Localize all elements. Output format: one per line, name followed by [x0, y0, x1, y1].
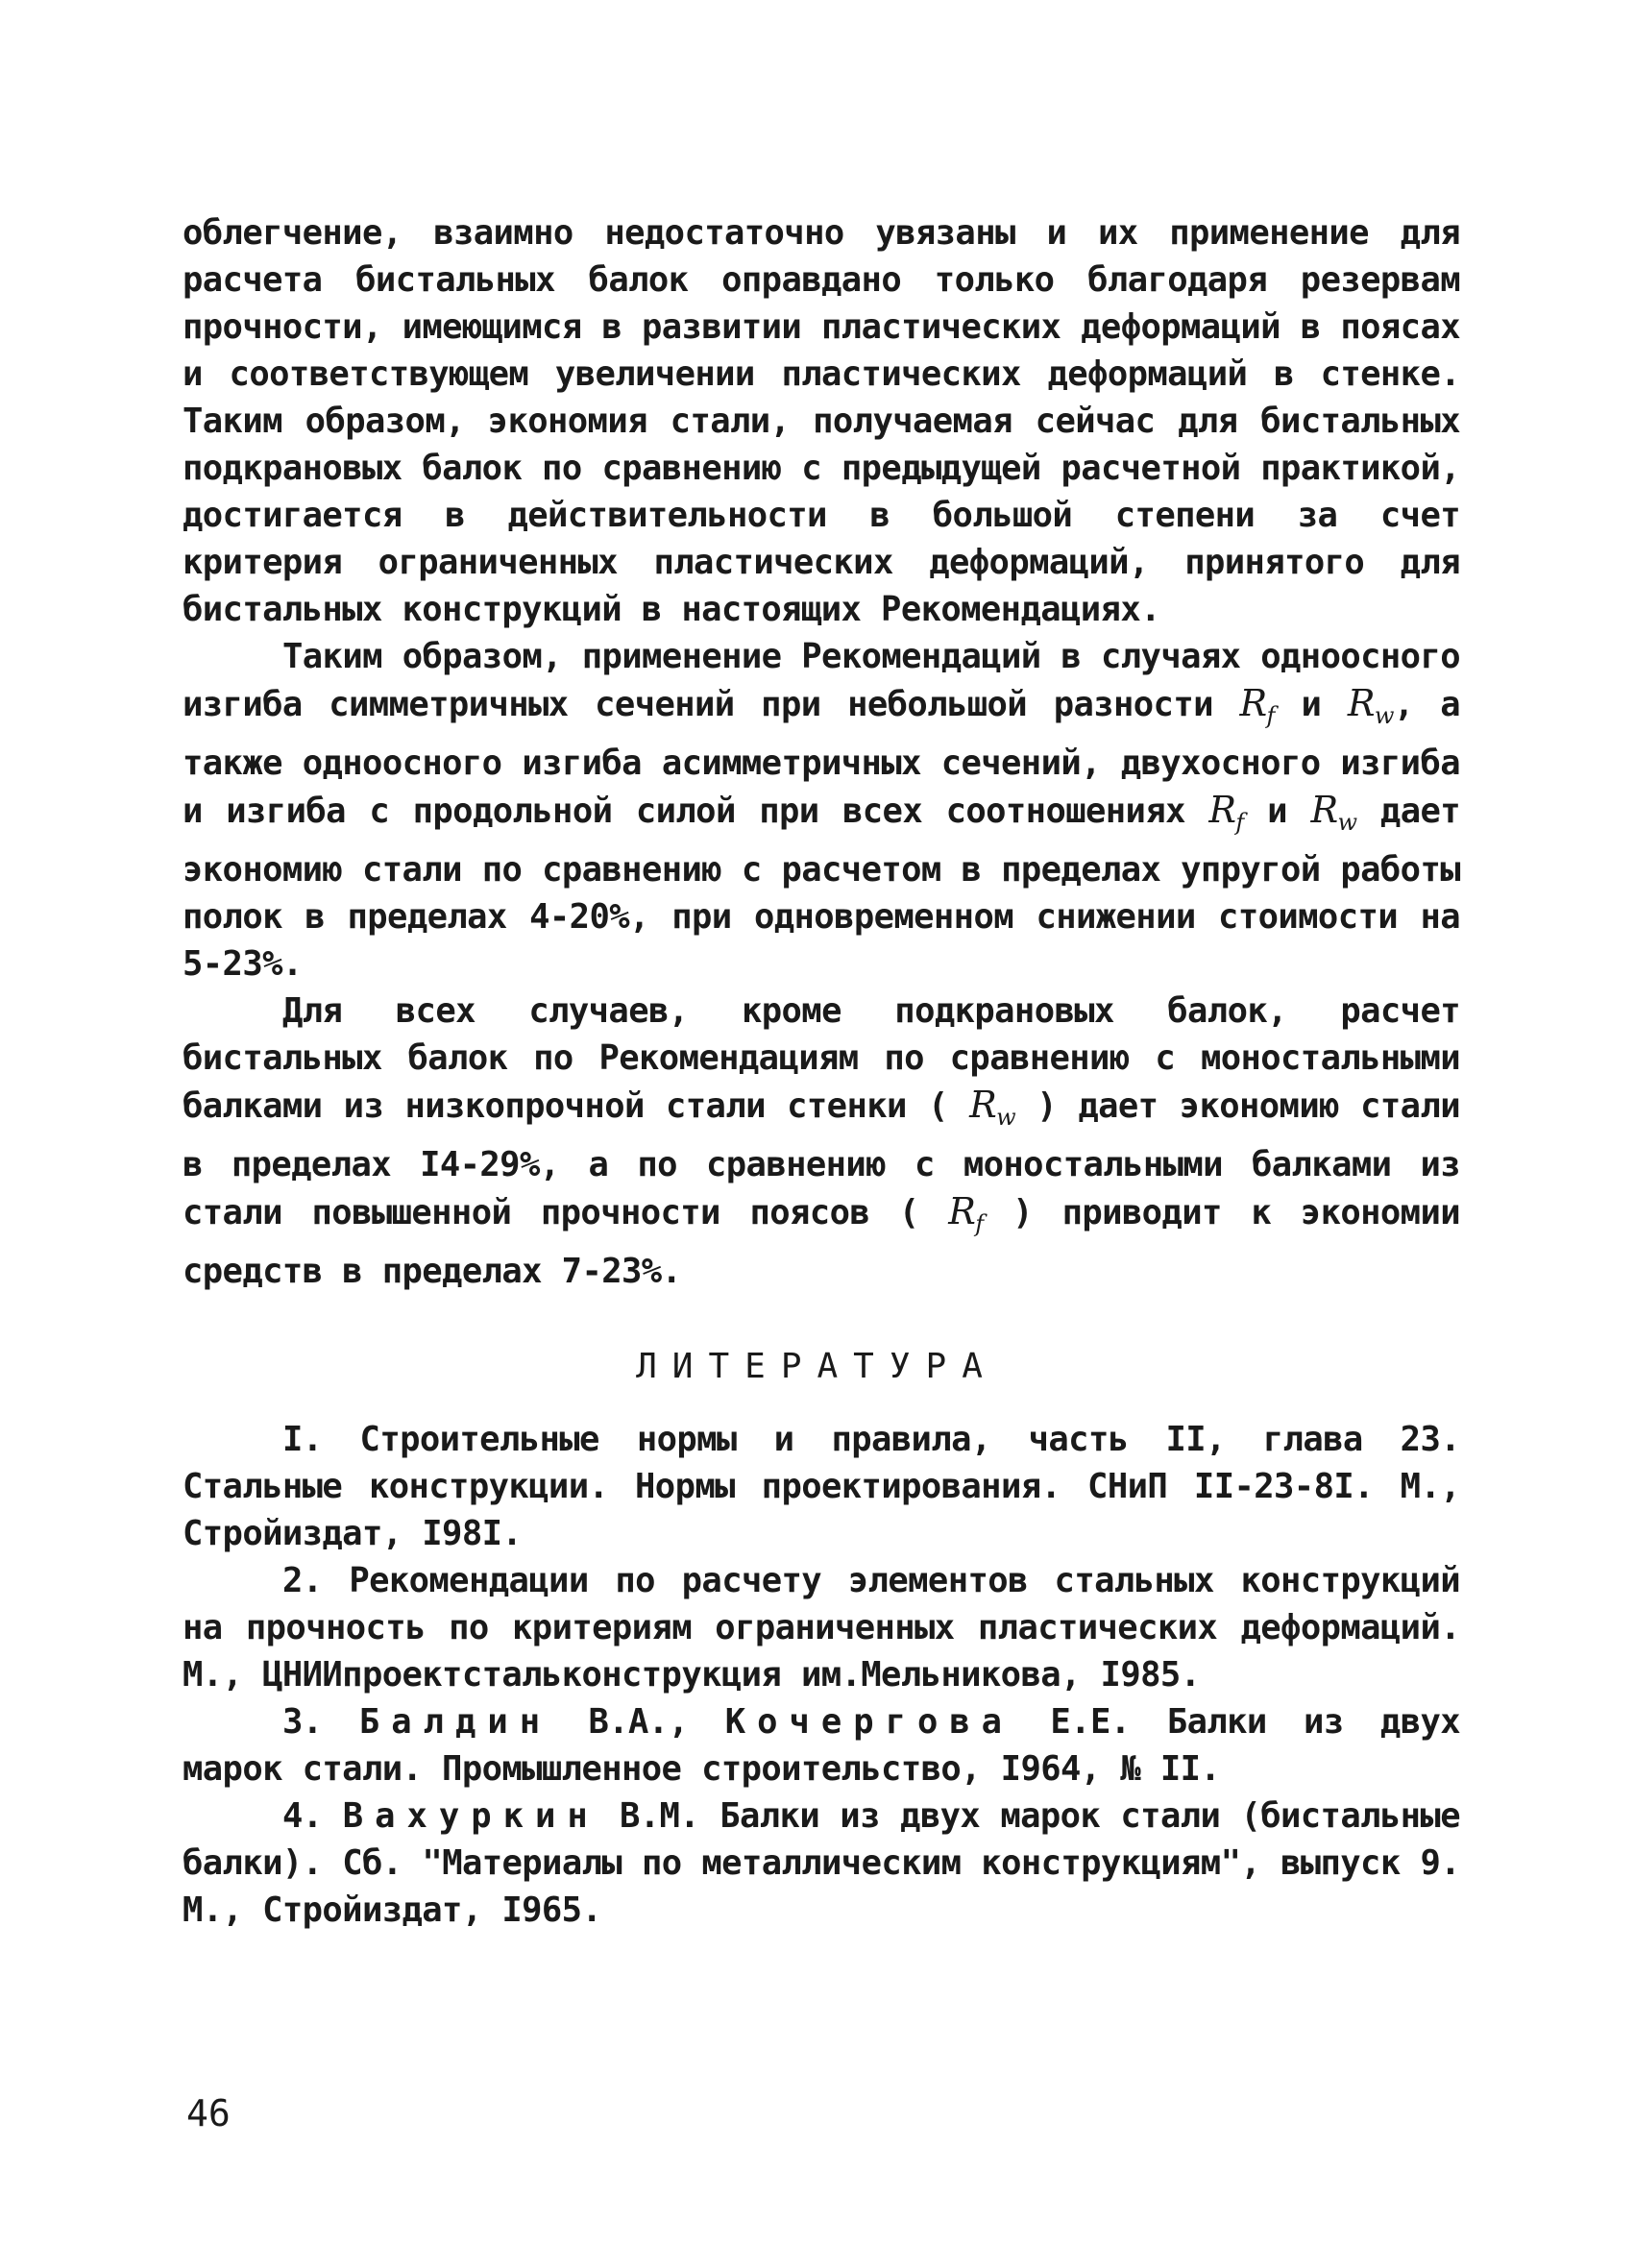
- main-text: [183, 209, 1460, 1295]
- symbol-r-w-3: $R_w$: [969, 1084, 1016, 1131]
- reference-item: 2. Рекомендации по расчету элементов стальных конструкций на прочность по критериям ограниченных пластических деформаций. М., ЦНИИпроектстальконструкция им.Мельникова, I985.: [183, 1561, 1460, 1695]
- page-number: 46: [186, 2092, 231, 2134]
- paragraph-1: облегчение, взаимно недостаточно увязаны и их применение для расчета бистальных балок оправдано только благодаря резервам прочности, имеющимся в развитии пластических деформаций в поясах и соответствующем увеличении пластических деформаций в стенке. Таким образом, экономия стали, получаемая сейчас для бистальных подкрановых балок по сравнению с предыдущей расчетной практикой, достигается в действительности в большой степени за счет критерия ограниченных пластических деформаций, принятого для бистальных конструкций в настоящих Рекомендациях.: [183, 213, 1460, 629]
- paragraph-2-part-1: Таким образом, применение Рекомендаций в случаях одноосного изгиба симметричных сечений при небольшой разности: [183, 637, 1460, 724]
- paragraph-2-part-5: дает экономию стали по сравнению с расчетом в пределах упругой работы полок в пределах 4-20%, при одновременном снижении стоимости на 5-23%.: [183, 792, 1461, 984]
- paragraph-2-part-2: и: [1301, 685, 1322, 724]
- references-heading: ЛИТЕРАТУРА: [636, 1347, 998, 1386]
- paragraph-3-part-3: ) приводит к экономии средств в пределах 7-23%.: [183, 1193, 1460, 1291]
- reference-author: Вахуркин: [342, 1796, 599, 1836]
- symbol-r-f-2: $R_f$: [1208, 789, 1244, 836]
- symbol-r-w-2: $R_w$: [1310, 789, 1357, 836]
- reference-author: Кочергова: [724, 1702, 1014, 1742]
- reference-item: 3. Балдин В.А., Кочергова Е.Е. Балки из двух марок стали. Промышленное строительство, I964, № II.: [183, 1702, 1461, 1789]
- symbol-r-f: $R_f$: [1239, 682, 1275, 729]
- paragraph-3-part-1: Для всех случаев, кроме подкрановых балок, расчет бистальных балок по Рекомендациям по сравнению с моностальными балками из низкопрочной стали стенки (: [183, 991, 1460, 1126]
- symbol-r-f-3: $R_f$: [948, 1190, 984, 1237]
- paragraph-2-part-4: и: [1267, 792, 1287, 831]
- reference-item: 4. Вахуркин В.М. Балки из двух марок стали (бистальные балки). Сб. "Материалы по металлическим конструкциям", выпуск 9. М., Стройиздат, I965.: [183, 1796, 1460, 1930]
- reference-item: I. Строительные нормы и правила, часть II, глава 23. Стальные конструкции. Нормы проектирования. СНиП II-23-8I. М., Стройиздат, I98I.: [183, 1420, 1460, 1553]
- paragraph-2: [183, 633, 1460, 988]
- paragraph-3: [183, 988, 1460, 1295]
- references-list: [183, 1416, 1460, 1934]
- reference-author: Балдин: [358, 1702, 552, 1742]
- symbol-r-w: $R_w$: [1347, 682, 1394, 729]
- paragraph-3-part-2: ) дает экономию стали в пределах I4-29%, а по сравнению с моностальными балками из стали повышенной прочности поясов (: [183, 1086, 1460, 1232]
- paragraph-2-part-3: , а также одноосного изгиба асимметричных сечений, двухосного изгиба и изгиба с продольной силой при всех соотношениях: [183, 685, 1460, 831]
